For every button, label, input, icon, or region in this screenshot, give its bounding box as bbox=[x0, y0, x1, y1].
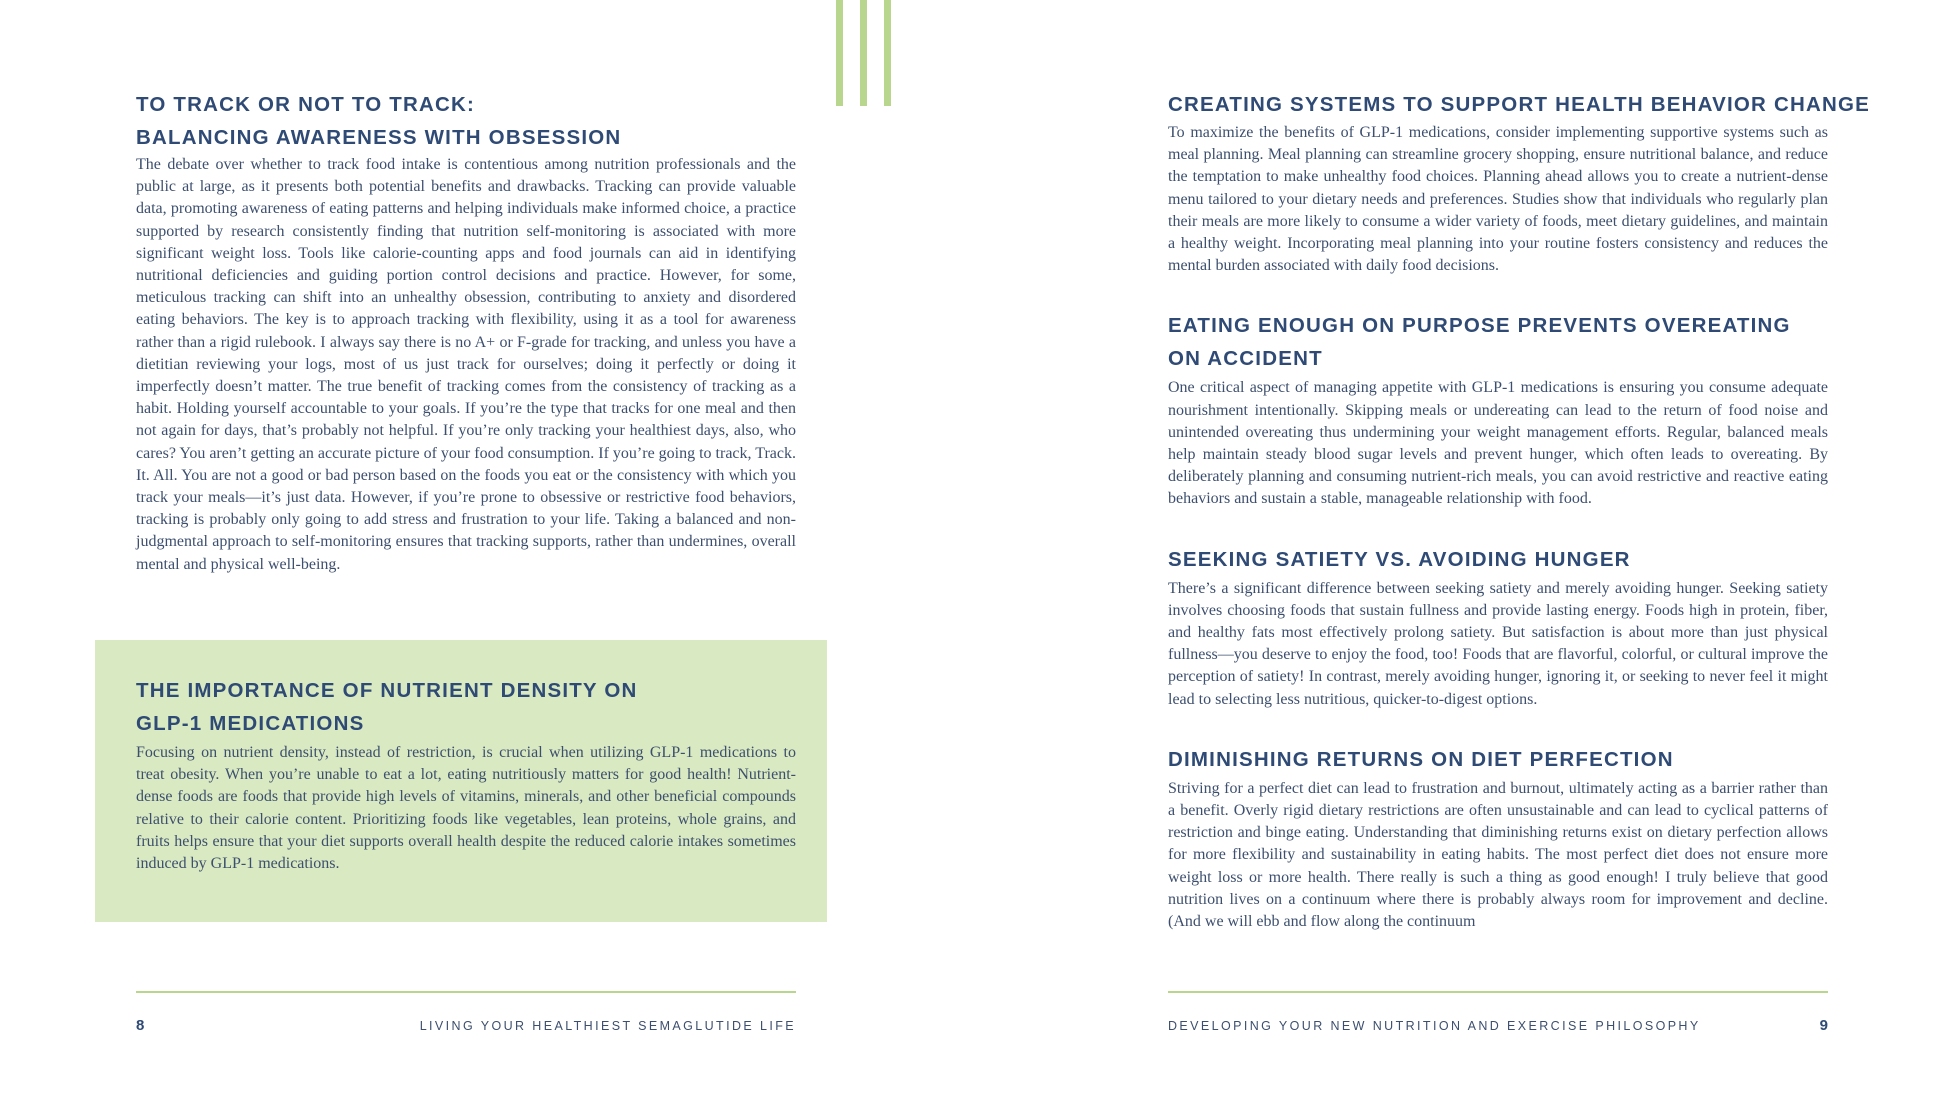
page-number: 9 bbox=[1819, 1017, 1828, 1034]
footer-rule bbox=[136, 991, 796, 993]
heading-line: GLP-1 MEDICATIONS bbox=[136, 712, 365, 735]
running-title: DEVELOPING YOUR NEW NUTRITION AND EXERCISE PHILOSOPHY bbox=[1168, 1019, 1701, 1033]
section-body-eating-enough: One critical aspect of managing appetite with GLP-1 medications is ensuring you consume adequate nourishment intentionally. Skipping meals or undereating can lead to the return of food noise and unintended overeating thus undermining your weight management efforts. Regular, balanced meals help maintain steady blood sugar levels and prevent hunger, which often leads to overeating. By deliberately planning and consuming nutrient-rich meals, you can avoid restrictive and reactive eating behaviors and sustain a stable, manageable relationship with food. bbox=[1168, 379, 1828, 508]
heading-line: ON ACCIDENT bbox=[1168, 347, 1323, 371]
heading-line: EATING ENOUGH ON PURPOSE PREVENTS OVEREATING bbox=[1168, 314, 1791, 338]
footer-rule bbox=[1168, 991, 1828, 993]
left-page bbox=[136, 88, 796, 576]
heading-line: TO TRACK OR NOT TO TRACK: bbox=[136, 93, 476, 116]
decorative-stripe bbox=[860, 0, 867, 106]
section-heading-eating-enough bbox=[1168, 309, 1828, 375]
section-body-systems: To maximize the benefits of GLP-1 medications, consider implementing supportive systems such as meal planning. Meal planning can streamline grocery shopping, ensure nutritional balance, and reduce the temptation to make unhealthy food choices. Planning ahead allows you to create a nutrient-dense menu tailored to your dietary needs and preferences. Studies show that individuals who regularly plan their meals are more likely to consume a wider variety of foods, meet dietary guidelines, and maintain a healthy weight. Incorporating meal planning into your routine fosters consistency and reduces the mental burden associated with daily food decisions. bbox=[1168, 124, 1828, 275]
section-body-nutrient-density: Focusing on nutrient density, instead of restriction, is crucial when utilizing GLP-1 medications to treat obesity. When you’re unable to eat a lot, eating nutritiously matters for good health! Nutrient-dense foods are foods that provide high levels of vitamins, minerals, and other beneficial compounds relative to their calorie content. Prioritizing foods like vegetables, lean proteins, whole grains, and fruits helps ensure that your diet supports overall health despite the reduced calorie intakes sometimes induced by GLP-1 medications. bbox=[136, 744, 796, 873]
section-body-tracking: The debate over whether to track food intake is contentious among nutrition professionals and the public at large, as it presents both potential benefits and drawbacks. Tracking can provide valuable data, promoting awareness of eating patterns and helping individuals make informed choice, a practice supported by research consistently finding that nutrition self-monitoring is associated with more significant weight loss. Tools like calorie-counting apps and food journals can aid in identifying nutritional deficiencies and guiding portion control decisions and practice. However, for some, meticulous tracking can shift into an unhealthy obsession, contributing to anxiety and disordered eating behaviors. The key is to approach tracking with flexibility, using it as a tool for awareness rather than a rigid rulebook. I always say there is no A+ or F-grade for tracking, and unless you have a dietitian reviewing your logs, most of us just track for ourselves; doing it perfectly or doing it imperfectly doesn’t matter. The true benefit of tracking comes from the consistency of tracking as a habit. Holding yourself accountable to your goals. If you’re the type that tracks for one meal and then not again for days, that’s probably not helpful. If you’re only tracking your healthiest days, also, who cares? You aren’t getting an accurate picture of your food consumption. If you’re going to track, Track. It. All. You are not a good or bad person based on the foods you eat or the consistency with which you track your meals—it’s just data. However, if you’re prone to obsessive or restrictive food behaviors, tracking is probably only going to add stress and frustration to your life. Taking a balanced and non-judgmental approach to self-monitoring ensures that tracking supports, rather than undermines, overall mental and physical well-being. bbox=[136, 156, 796, 573]
section-heading-tracking bbox=[136, 88, 796, 154]
decorative-stripe bbox=[884, 0, 891, 106]
section-body-satiety: There’s a significant difference between seeking satiety and merely avoiding hunger. Seeking satiety involves choosing foods that sustain fullness and provide lasting energy. Foods high in protein, fiber, and healthy fats most effectively prolong satiety. But satisfaction is about more than just physical fullness—you deserve to enjoy the food, too! Foods that are flavorful, colorful, or cultural improve the perception of satiety! In contrast, merely avoiding hunger, ignoring it, or seeking to never feel it might lead to selecting less nutritious, quicker-to-digest options. bbox=[1168, 579, 1828, 708]
heading-line: BALANCING AWARENESS WITH OBSESSION bbox=[136, 126, 622, 149]
decorative-stripe bbox=[836, 0, 843, 106]
page-number: 8 bbox=[136, 1017, 145, 1034]
callout-content bbox=[136, 674, 796, 875]
section-heading-diminishing-returns: DIMINISHING RETURNS ON DIET PERFECTION bbox=[1168, 747, 1674, 771]
section-heading-systems: CREATING SYSTEMS TO SUPPORT HEALTH BEHAVIOR CHANGE bbox=[1168, 93, 1870, 116]
section-heading-nutrient-density bbox=[136, 674, 796, 740]
section-body-diminishing-returns: Striving for a perfect diet can lead to frustration and burnout, ultimately acting as a barrier rather than a benefit. Overly rigid dietary restrictions are often unsustainable and can lead to cyclical patterns of restriction and binge eating. Understanding that diminishing returns exist on dietary perfection allows for more flexibility and sustainability in eating habits. The most perfect diet does not ensure more weight loss or more health. There really is such a thing as good enough! I truly believe that good nutrition lives on a continuum where there is probably always room for improvement and decline. (And we will ebb and flow along the continuum bbox=[1168, 779, 1828, 931]
heading-line: THE IMPORTANCE OF NUTRIENT DENSITY ON bbox=[136, 679, 638, 702]
running-title: LIVING YOUR HEALTHIEST SEMAGLUTIDE LIFE bbox=[419, 1019, 796, 1033]
section-heading-satiety: SEEKING SATIETY VS. AVOIDING HUNGER bbox=[1168, 547, 1631, 571]
right-page bbox=[1168, 88, 1870, 933]
